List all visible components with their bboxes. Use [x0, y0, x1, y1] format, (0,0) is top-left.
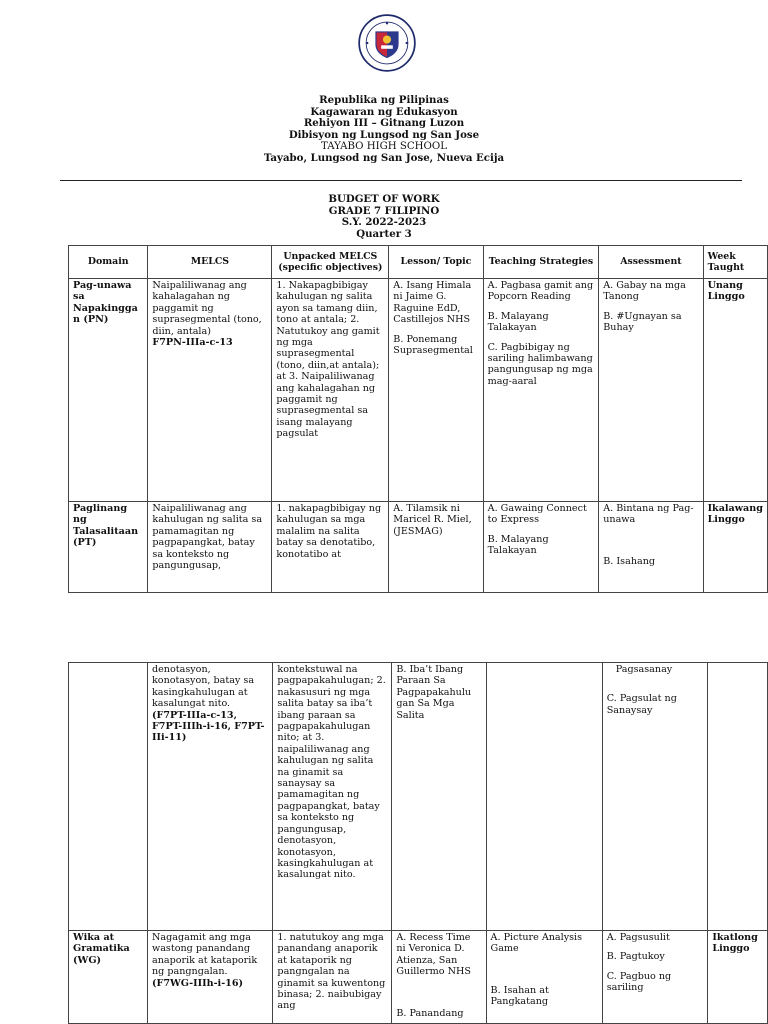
- lesson-cell: [392, 931, 486, 1024]
- assessment-item: C. Pagsulat ng Sanaysay: [606, 693, 677, 716]
- header-line: Kagawaran ng Edukasyon: [310, 105, 458, 118]
- table-header-row: [69, 246, 768, 279]
- col-header-unpacked: Unpacked MELCS (specific objectives): [272, 246, 389, 279]
- assessment-cell: [599, 502, 703, 593]
- melcs-text: Naipaliliwanag ang kahalagahan ng paggamit ng suprasegmental (tono, diin, antala): [152, 280, 262, 337]
- assessment-item: C. Pagbuo ng sariling: [606, 970, 672, 994]
- assessment-item: Pagsasanay: [615, 664, 673, 675]
- assessment-cell: [602, 931, 708, 1024]
- assessment-item: A. Gabay na mga Tanong: [603, 280, 686, 303]
- budget-table-page1: [68, 245, 768, 593]
- melcs-code: (F7PT-IIIa-c-13, F7PT-IIIh-i-16, F7PT-IIi-11): [151, 709, 265, 744]
- budget-table-page2: [68, 662, 768, 1024]
- unpacked-cell: 1. nakapagbibigay ng kahulugan sa mga malalim na salita batay sa denotatibo, konotatibo at: [272, 502, 389, 593]
- col-header-assessment: Assessment: [599, 246, 703, 279]
- header-line: Tayabo, Lungsod ng San Jose, Nueva Ecija: [263, 151, 505, 164]
- melcs-cell: Naipaliliwanag ang kahulugan ng salita sa pamamagitan ng pagpapangkat, batay sa konteksto ng pangungusap,: [148, 502, 272, 593]
- week-cell: Ikatlong Linggo: [708, 931, 768, 1024]
- melcs-text: Nagagamit ang mga wastong panandang anaporik at kataporik ng pangngalan.: [151, 932, 258, 978]
- col-header-strategies: Teaching Strategies: [483, 246, 599, 279]
- strategy-item: B. Isahan at Pangkatang: [490, 984, 549, 1008]
- domain-cell: Paglinang ng Talasalitaan (PT): [69, 502, 148, 593]
- strategy-item: C. Pagbibigay ng sariling halimbawang pangungusap ng mga mag-aaral: [487, 341, 593, 387]
- lesson-cell: A. Tilamsik ni Maricel R. Miel, (JESMAG): [389, 502, 483, 593]
- assessment-item: B. Pagtukoy: [606, 951, 665, 963]
- strategy-item: A. Pagbasa gamit ang Popcorn Reading: [487, 280, 594, 303]
- assessment-cell: [602, 663, 708, 931]
- strategy-item: A. Gawaing Connect to Express: [487, 503, 587, 526]
- title-line: S.Y. 2022-2023: [341, 216, 427, 229]
- assessment-cell: [599, 279, 703, 502]
- assessment-item: B. #Ugnayan sa Buhay: [603, 310, 682, 334]
- week-cell: [708, 663, 768, 931]
- strategy-item: B. Malayang Talakayan: [487, 310, 549, 334]
- strategy-cell: [483, 279, 599, 502]
- header-line: Dibisyon ng Lungsod ng San Jose: [288, 128, 480, 141]
- unpacked-cell: 1. Nakapagbibigay kahulugan ng salita ayon sa tamang diin, tono at antala; 2. Natutukoy ang gamit ng mga suprasegmental (tono, diin,at antala); at 3. Naipaliliwanag ang kahalagahan ng paggamit ng suprasegmental sa isang malayang pagsulat: [272, 279, 389, 502]
- title-line: GRADE 7 FILIPINO: [328, 204, 440, 217]
- header-line: Republika ng Pilipinas: [319, 94, 449, 106]
- table-row: [69, 931, 768, 1024]
- col-header-domain: Domain: [69, 246, 148, 279]
- school-header: [0, 95, 768, 165]
- lesson-item: A. Recess Time ni Veronica D. Atienza, San Guillermo NHS: [396, 932, 471, 978]
- lesson-item: B. Ponemang Suprasegmental: [393, 333, 473, 357]
- table-row: [69, 663, 768, 931]
- melcs-cell: [147, 663, 272, 931]
- table-row: [69, 279, 768, 502]
- header-line: Rehiyon III – Gitnang Luzon: [303, 117, 465, 130]
- header-line: TAYABO HIGH SCHOOL: [320, 141, 448, 153]
- deped-seal-logo: [358, 14, 416, 72]
- melcs-cell: [147, 931, 272, 1024]
- unpacked-cell: 1. natutukoy ang mga panandang anaporik at kataporik ng pangngalan na ginamit sa kuwentong binasa; 2. naibubigay ang: [273, 931, 392, 1024]
- assessment-item: B. Isahang: [603, 555, 656, 567]
- lesson-cell: [389, 279, 483, 502]
- assessment-item: A. Bintana ng Pag-unawa: [603, 503, 694, 526]
- week-cell: Unang Linggo: [703, 279, 767, 502]
- domain-cell: Pag-unawa sa Napakingga n (PN): [69, 279, 148, 502]
- strategy-cell: [483, 502, 599, 593]
- week-cell: Ikalawang Linggo: [703, 502, 767, 593]
- melcs-code: (F7WG-IIIh-i-16): [151, 977, 244, 989]
- header-divider: [60, 180, 742, 181]
- melcs-cell: [148, 279, 272, 502]
- lesson-item: B. Panandang: [396, 1007, 464, 1019]
- strategy-cell: [486, 663, 602, 931]
- col-header-lesson: Lesson/ Topic: [389, 246, 483, 279]
- strategy-item: A. Picture Analysis Game: [490, 932, 583, 955]
- col-header-melcs: MELCS: [148, 246, 272, 279]
- col-header-week: Week Taught: [703, 246, 767, 279]
- document-title: [0, 194, 768, 240]
- domain-cell: Wika at Gramatika (WG): [69, 931, 148, 1024]
- unpacked-cell: kontekstuwal na pagpapakahulugan; 2. nakasusuri ng mga salita batay sa iba’t ibang paraan sa pagpapakahulugan nito; at 3. naipaliliwanag ang kahulugan ng salita na ginamit sa sanaysay sa pamamagitan ng pagpapangkat, batay sa konteksto ng pangungusap, denotasyon, konotasyon, kasingkahulugan at kasalungat nito.: [273, 663, 392, 931]
- table-row: [69, 502, 768, 593]
- lesson-cell: B. Iba’t Ibang Paraan Sa Pagpapakahulu gan Sa Mga Salita: [392, 663, 486, 931]
- assessment-item: A. Pagsusulit: [606, 932, 670, 943]
- strategy-cell: [486, 931, 602, 1024]
- domain-cell: [69, 663, 148, 931]
- title-line: BUDGET OF WORK: [328, 193, 440, 205]
- strategy-item: B. Malayang Talakayan: [487, 533, 549, 557]
- melcs-text: denotasyon, konotasyon, batay sa kasingkahulugan at kasalungat nito.: [151, 664, 255, 710]
- title-line: Quarter 3: [356, 227, 412, 240]
- lesson-item: A. Isang Himala ni Jaime G. Raguine EdD, Castillejos NHS: [393, 280, 472, 326]
- melcs-code: F7PN-IIIa-c-13: [152, 337, 233, 349]
